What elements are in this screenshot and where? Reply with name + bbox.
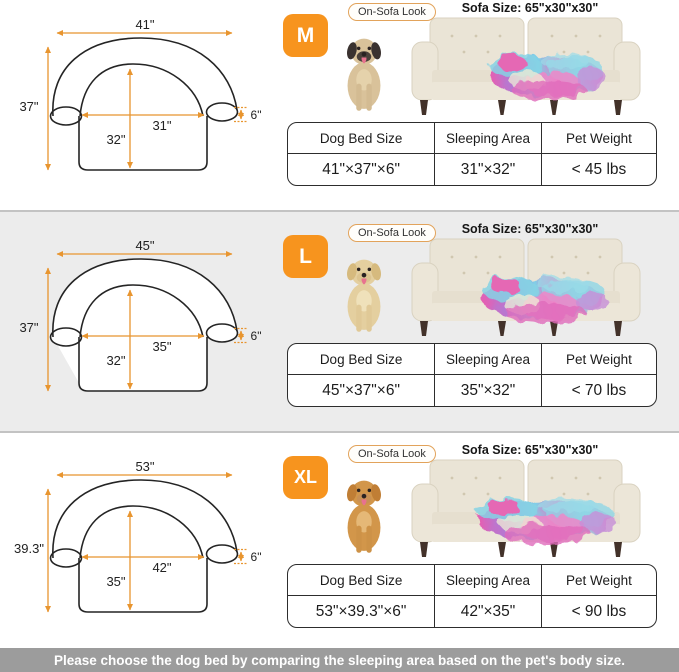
- sofa-with-bed-photo: [410, 456, 642, 560]
- table-value-pet-weight: < 70 lbs: [571, 381, 627, 399]
- table-value-dog-bed-size: 41"×37"×6": [288, 154, 435, 185]
- dim-sleep-depth: 32": [106, 353, 126, 368]
- size-spec-table-l: [287, 343, 657, 407]
- table-value-sleeping-area: 31"×32": [435, 154, 542, 185]
- dim-overall-width: 53": [135, 459, 155, 474]
- dim-bolster-height: 6": [250, 108, 262, 122]
- table-header-pet-weight: Pet Weight: [542, 565, 656, 596]
- table-value-dog-bed-size: 53"×39.3"×6": [288, 596, 435, 627]
- table-header-sleeping-area: Sleeping Area: [435, 123, 542, 154]
- bolster-end-left: [51, 549, 82, 567]
- sofa-with-bed-photo: [410, 14, 642, 118]
- dim-overall-width: 45": [135, 238, 155, 253]
- dog-photo-pug: [334, 35, 394, 113]
- footer-note-text: Please choose the dog bed by comparing the sleeping area based on the pet's body size.: [53, 652, 626, 668]
- sofa-size-text: Sofa Size: 65"x30"x30": [461, 222, 599, 236]
- table-value-pet-weight: < 45 lbs: [571, 160, 627, 178]
- bolster-end-right: [207, 324, 238, 342]
- sofa-with-bed-photo: [410, 235, 642, 339]
- table-value-sleeping-area: 35"×32": [435, 375, 542, 406]
- size-badge-xl: XL: [283, 456, 328, 499]
- size-spec-table-xl: [287, 564, 657, 628]
- sofa-size-text: Sofa Size: 65"x30"x30": [461, 443, 599, 457]
- dim-sleep-width: 35": [152, 339, 172, 354]
- bolster-end-right: [207, 103, 238, 121]
- section-l-content: [0, 221, 679, 431]
- dog-photo-golden-retriever: [334, 477, 394, 555]
- size-badge-l: L: [283, 235, 328, 278]
- table-header-dog-bed-size: Dog Bed Size: [288, 123, 435, 154]
- table-header-pet-weight: Pet Weight: [542, 123, 656, 154]
- size-badge-m: M: [283, 14, 328, 57]
- section-size-l: [0, 212, 679, 431]
- dim-sleep-depth: 35": [106, 574, 126, 589]
- dim-overall-width: 41": [135, 17, 155, 32]
- table-value-sleeping-area: 42"×35": [435, 596, 542, 627]
- bolster-end-left: [51, 328, 82, 346]
- section-xl-content: [0, 442, 679, 648]
- bolster-end-left: [51, 107, 82, 125]
- dim-overall-depth: 37": [19, 320, 39, 335]
- sofa-size-text: Sofa Size: 65"x30"x30": [461, 1, 599, 15]
- footer-note-banner: [0, 648, 679, 672]
- dim-bolster-height: 6": [250, 550, 262, 564]
- table-header-sleeping-area: Sleeping Area: [435, 565, 542, 596]
- dim-sleep-depth: 32": [106, 132, 126, 147]
- dim-overall-depth: 39.3": [14, 541, 44, 556]
- sofa-legs: [420, 100, 622, 115]
- dim-overall-depth: 37": [19, 99, 39, 114]
- bolster-end-right: [207, 545, 238, 563]
- bed-dimension-diagram-m: [10, 12, 268, 176]
- dim-bolster-height: 6": [250, 329, 262, 343]
- table-header-sleeping-area: Sleeping Area: [435, 344, 542, 375]
- section-m-content: [0, 0, 679, 210]
- table-header-dog-bed-size: Dog Bed Size: [288, 565, 435, 596]
- section-size-m: [0, 0, 679, 210]
- bed-dimension-diagram-xl: [10, 454, 268, 618]
- on-sofa-look-pill: On-Sofa Look: [348, 3, 436, 21]
- dim-sleep-width: 31": [152, 118, 172, 133]
- table-value-pet-weight: < 90 lbs: [571, 602, 627, 620]
- size-spec-table-m: [287, 122, 657, 186]
- sofa-legs: [420, 542, 622, 557]
- sofa-legs: [420, 321, 622, 336]
- table-header-dog-bed-size: Dog Bed Size: [288, 344, 435, 375]
- bed-dimension-diagram-l: [10, 233, 268, 397]
- dim-sleep-width: 42": [152, 560, 172, 575]
- on-sofa-look-pill: On-Sofa Look: [348, 445, 436, 463]
- section-size-xl: [0, 433, 679, 648]
- dog-photo-labrador: [334, 256, 394, 334]
- on-sofa-look-pill: On-Sofa Look: [348, 224, 436, 242]
- table-header-pet-weight: Pet Weight: [542, 344, 656, 375]
- table-value-dog-bed-size: 45"×37"×6": [288, 375, 435, 406]
